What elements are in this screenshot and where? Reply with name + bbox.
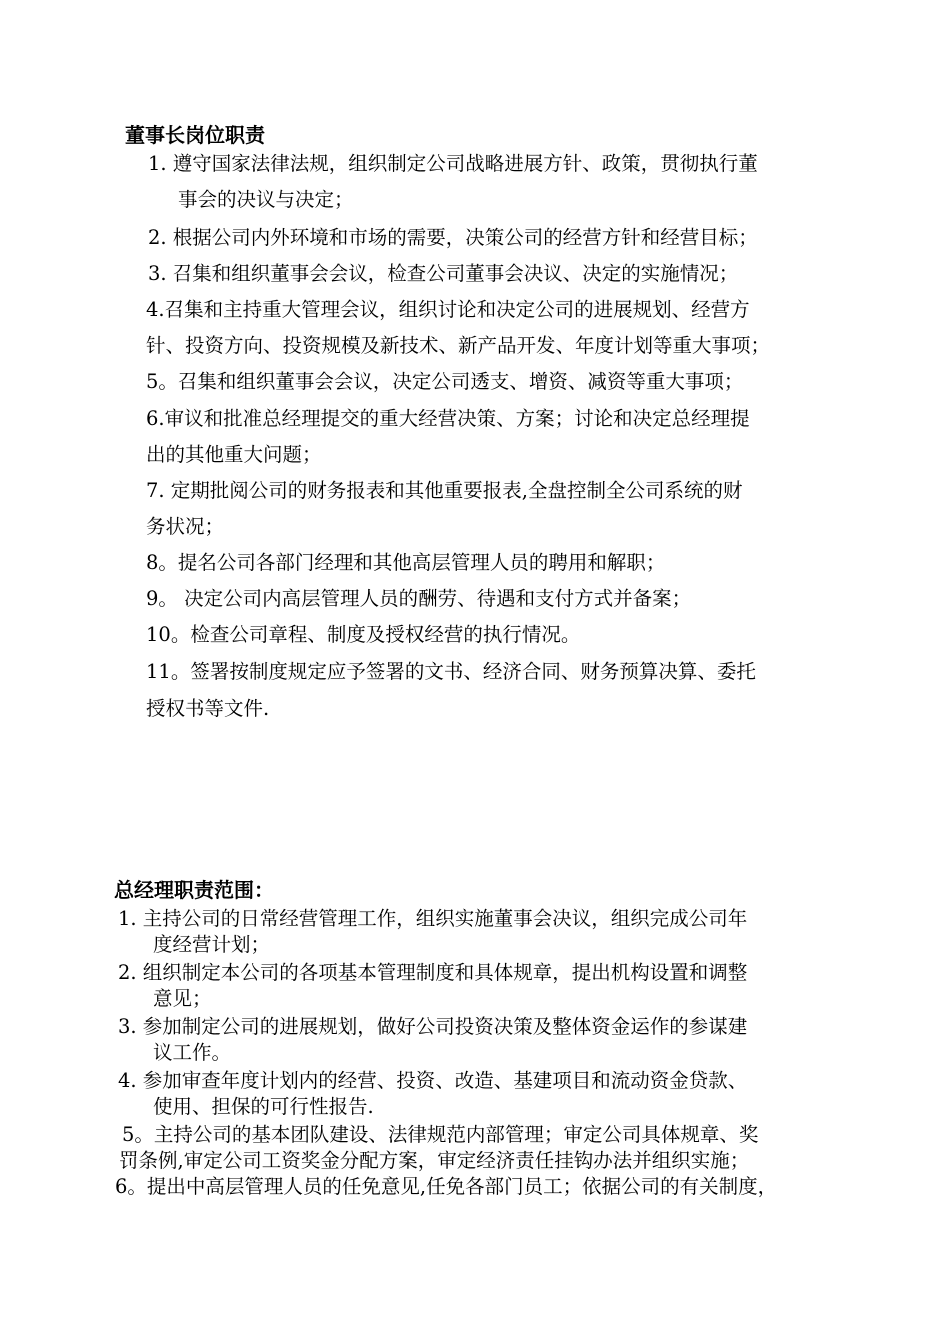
list-item-line: 7. 定期批阅公司的财务报表和其他重要报表,全盘控制全公司系统的财	[146, 479, 743, 502]
list-item-line: 1. 遵守国家法律法规，组织制定公司战略进展方针、政策，贯彻执行董	[148, 152, 758, 175]
list-item-line: 出的其他重大问题；	[146, 443, 322, 466]
list-item-line: 意见；	[153, 987, 212, 1010]
list-item-line: 6。提出中高层管理人员的任免意见,任免各部门员工；依据公司的有关制度，	[115, 1175, 778, 1198]
list-item-line: 务状况；	[146, 515, 225, 538]
list-item-line: 事会的决议与决定；	[178, 188, 354, 211]
list-item-line: 度经营计划；	[153, 933, 271, 956]
list-item-line: 3. 参加制定公司的进展规划，做好公司投资决策及整体资金运作的参谋建	[118, 1015, 748, 1038]
list-item-line: 9。 决定公司内高层管理人员的酬劳、待遇和支付方式并备案；	[146, 587, 692, 610]
list-item-line: 2. 根据公司内外环境和市场的需要，决策公司的经营方针和经营目标；	[148, 226, 758, 249]
list-item-line: 授权书等文件.	[146, 697, 270, 720]
list-item-line: 2. 组织制定本公司的各项基本管理制度和具体规章，提出机构设置和调整	[118, 961, 748, 984]
list-item-line: 10。检查公司章程、制度及授权经营的执行情况。	[146, 623, 581, 646]
list-item-line: 4. 参加审查年度计划内的经营、投资、改造、基建项目和流动资金贷款、	[118, 1069, 748, 1092]
list-item-line: 1. 主持公司的日常经营管理工作，组织实施董事会决议，组织完成公司年	[118, 907, 748, 930]
section-title: 总经理职责范围：	[114, 878, 274, 902]
list-item-line: 11。签署按制度规定应予签署的文书、经济合同、财务预算决算、委托	[146, 660, 756, 683]
list-item-line: 罚条例,审定公司工资奖金分配方案，审定经济责任挂钩办法并组织实施；	[119, 1149, 750, 1172]
list-item-line: 5。召集和组织董事会会议，决定公司透支、增资、减资等重大事项；	[146, 370, 744, 393]
list-item-line: 使用、担保的可行性报告.	[153, 1095, 374, 1118]
list-item-line: 8。提名公司各部门经理和其他高层管理人员的聘用和解职；	[146, 551, 666, 574]
list-item-line: 5。主持公司的基本团队建设、法律规范内部管理；审定公司具体规章、奖	[122, 1123, 759, 1146]
list-item-line: 议工作。	[153, 1041, 232, 1064]
list-item-line: 3. 召集和组织董事会会议，检查公司董事会决议、决定的实施情况；	[148, 262, 739, 285]
list-item-line: 4.召集和主持重大管理会议，组织讨论和决定公司的进展规划、经营方	[146, 298, 750, 321]
section-title: 董事长岗位职责	[125, 123, 265, 147]
list-item-line: 针、投资方向、投资规模及新技术、新产品开发、年度计划等重大事项；	[146, 334, 771, 357]
list-item-line: 6.审议和批准总经理提交的重大经营决策、方案；讨论和决定总经理提	[146, 407, 750, 430]
